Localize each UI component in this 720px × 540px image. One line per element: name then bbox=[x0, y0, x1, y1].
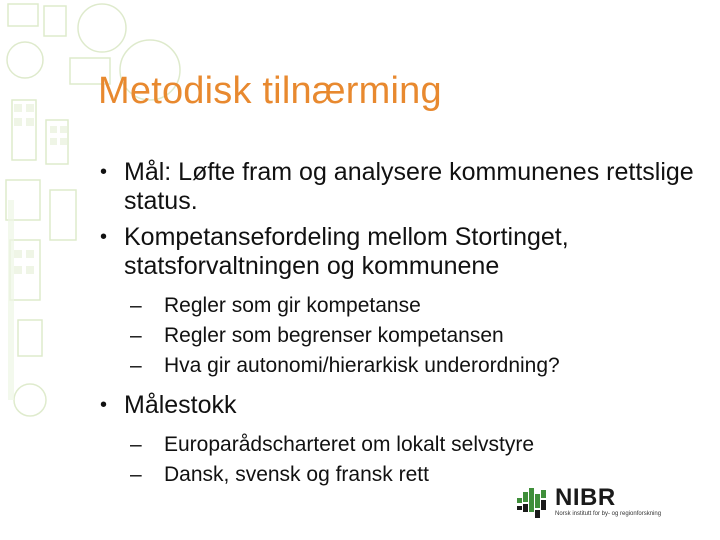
dash-glyph: – bbox=[130, 294, 142, 317]
bullet-text: Målestokk bbox=[124, 391, 237, 419]
nibr-logo bbox=[515, 484, 685, 524]
sub-bullet-text: Dansk, svensk og fransk rett bbox=[164, 463, 429, 486]
sub-bullet-item bbox=[100, 430, 710, 460]
dash-glyph: – bbox=[130, 324, 142, 347]
bullet-glyph: • bbox=[100, 394, 108, 416]
sub-bullet-item bbox=[100, 291, 710, 321]
bullet-text: Kompetansefordeling mellom Stortinget, statsforvaltningen og kommunene bbox=[124, 223, 569, 280]
logo-name: NIBR bbox=[555, 484, 616, 511]
dash-glyph: – bbox=[130, 463, 142, 486]
sub-bullet-text: Europarådscharteret om lokalt selvstyre bbox=[164, 433, 534, 456]
slide-title: Metodisk tilnærming bbox=[98, 70, 442, 112]
bullet-item bbox=[100, 223, 710, 281]
bullet-text: Mål: Løfte fram og analysere kommunenes rettslige status. bbox=[124, 158, 694, 215]
nibr-logo-mark-icon bbox=[515, 484, 549, 520]
dash-glyph: – bbox=[130, 354, 142, 377]
bullet-glyph: • bbox=[100, 226, 108, 248]
dash-glyph: – bbox=[130, 433, 142, 456]
sub-bullet-item bbox=[100, 321, 710, 351]
bullet-list bbox=[100, 158, 710, 490]
sub-bullet-text: Regler som gir kompetanse bbox=[164, 294, 421, 317]
sub-bullet-text: Hva gir autonomi/hierarkisk underordning? bbox=[164, 354, 560, 377]
sub-bullet-text: Regler som begrenser kompetansen bbox=[164, 324, 504, 347]
bullet-item bbox=[100, 158, 710, 216]
sub-bullet-item bbox=[100, 351, 710, 381]
bullet-item bbox=[100, 391, 710, 420]
bullet-glyph: • bbox=[100, 161, 108, 183]
logo-subtitle: Norsk institutt for by- og regionforskning bbox=[555, 511, 662, 517]
